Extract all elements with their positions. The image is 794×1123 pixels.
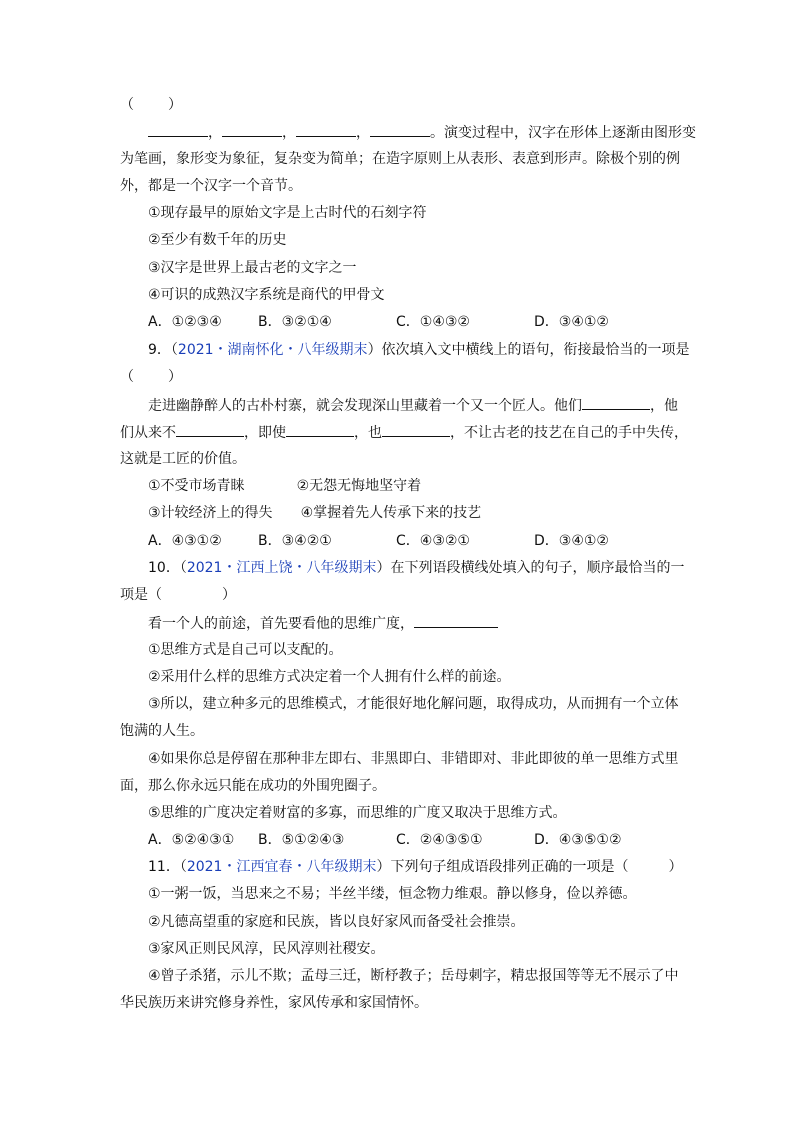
q8-option-a[interactable]: A．①②③④ (148, 314, 222, 330)
q10-option-c[interactable]: C．②④③⑤① (396, 832, 483, 848)
fill-blank[interactable] (286, 422, 354, 437)
q11-source: 2021・江西宜春・八年级期末 (186, 859, 377, 875)
q10-item-5: ⑤思维的广度决定着财富的多寡，而思维的广度又取决于思维方式。 (148, 805, 567, 821)
fill-blank[interactable] (148, 122, 208, 137)
q9-answer-paren: （ ） (120, 369, 182, 385)
q8-passage-line3: 外，都是一个汉字一个音节。 (120, 178, 302, 194)
q10-item-4-cont: 面，那么你永远只能在成功的外围兜圈子。 (120, 778, 386, 794)
q10-item-4: ④如果你总是停留在那种非左即右、非黑即白、非错即对、非此即彼的单一思维方式里 (148, 751, 679, 767)
fill-blank[interactable] (370, 122, 430, 137)
q9-item-1: ①不受市场青睐 (148, 478, 245, 494)
q8-option-d[interactable]: D．③④①② (534, 314, 609, 330)
q11-item-4: ④曾子杀猪，示儿不欺；孟母三迁，断杼教子；岳母刺字，精忠报国等等无不展示了中 (148, 968, 679, 984)
q10-stem: 10．（2021・江西上饶・八年级期末）在下列语段横线处填入的句子，顺序最恰当的一 (148, 560, 685, 576)
fill-blank[interactable] (382, 422, 450, 437)
q10-item-2: ②采用什么样的思维方式决定着一个人拥有什么样的前途。 (148, 669, 511, 685)
q9-item-4: ④掌握着先人传承下来的技艺 (300, 505, 482, 521)
q9-stem: 9．（2021・湖南怀化・八年级期末）依次填入文中横线上的语句，衔接最恰当的一项是 (148, 342, 690, 358)
q8-item-4: ④可识的成熟汉字系统是商代的甲骨文 (148, 287, 385, 303)
q9-source: 2021・湖南怀化・八年级期末 (177, 342, 368, 358)
q11-item-4-cont: 华民族历来讲究修身养性，家风传承和家国情怀。 (120, 995, 428, 1011)
q9-item-2: ②无怨无悔地坚守着 (296, 478, 422, 494)
q11-stem: 11．（2021・江西宜春・八年级期末）下列句子组成语段排列正确的一项是（ ） (148, 859, 683, 875)
q9-passage-line3: 这就是工匠的价值。 (120, 451, 246, 467)
q10-passage: 看一个人的前途，首先要看他的思维广度， (148, 613, 498, 634)
q9-option-d[interactable]: D．③④①② (534, 533, 609, 549)
q9-items-row2 (148, 503, 481, 523)
q8-option-b[interactable]: B．③②①④ (258, 314, 332, 330)
q10-item-3-cont: 饱满的人生。 (120, 723, 204, 739)
q8-item-2: ②至少有数千年的历史 (148, 232, 287, 248)
q9-passage-line2: 们从来不 ，即使 ，也 ，不让古老的技艺在自己的手中失传， (120, 422, 688, 443)
q10-item-1: ①思维方式是自己可以支配的。 (148, 642, 343, 658)
q10-stem-line2: 项是（ ） (120, 587, 236, 603)
q8-item-1: ①现存最早的原始文字是上古时代的石刻字符 (148, 205, 427, 221)
fill-blank[interactable] (414, 613, 498, 628)
q8-passage-line1: ， ， ， 。演变过程中，汉字在形体上逐渐由图形变 (148, 122, 696, 143)
q9-option-c[interactable]: C．④③②① (396, 533, 470, 549)
fill-blank[interactable] (582, 395, 650, 410)
q8-answer-paren: （ ） (120, 97, 182, 113)
q9-option-a[interactable]: A．④③①② (148, 533, 222, 549)
q9-item-3: ③计较经济上的得失 (148, 505, 273, 521)
q10-source: 2021・江西上饶・八年级期末 (186, 560, 377, 576)
fill-blank[interactable] (222, 122, 282, 137)
q9-passage-line1: 走进幽静醉人的古朴村寨，就会发现深山里藏着一个又一个匠人。他们 ，他 (148, 395, 678, 416)
q9-option-b[interactable]: B．③④②① (258, 533, 332, 549)
q10-option-b[interactable]: B．⑤①②④③ (258, 832, 345, 848)
fill-blank[interactable] (296, 122, 356, 137)
q8-passage-line2: 为笔画，象形变为象征，复杂变为简单；在造字原则上从表形、表意到形声。除极个别的例 (120, 151, 680, 167)
fill-blank[interactable] (176, 422, 244, 437)
q11-item-3: ③家风正则民风淳，民风淳则社稷安。 (148, 941, 385, 957)
q10-option-d[interactable]: D．④③⑤①② (534, 832, 622, 848)
q11-item-1: ①一粥一饭，当思来之不易；半丝半缕，恒念物力维艰。静以修身，俭以养德。 (148, 886, 637, 902)
q8-item-3: ③汉字是世界上最古老的文字之一 (148, 260, 357, 276)
q11-item-2: ②凡德高望重的家庭和民族，皆以良好家风而备受社会推崇。 (148, 914, 525, 930)
q10-item-3: ③所以，建立种多元的思维模式，才能很好地化解问题，取得成功，从而拥有一个立体 (148, 696, 679, 712)
q8-option-c[interactable]: C．①④③② (396, 314, 470, 330)
q10-option-a[interactable]: A．⑤②④③① (148, 832, 235, 848)
q9-items-row1 (148, 476, 421, 496)
